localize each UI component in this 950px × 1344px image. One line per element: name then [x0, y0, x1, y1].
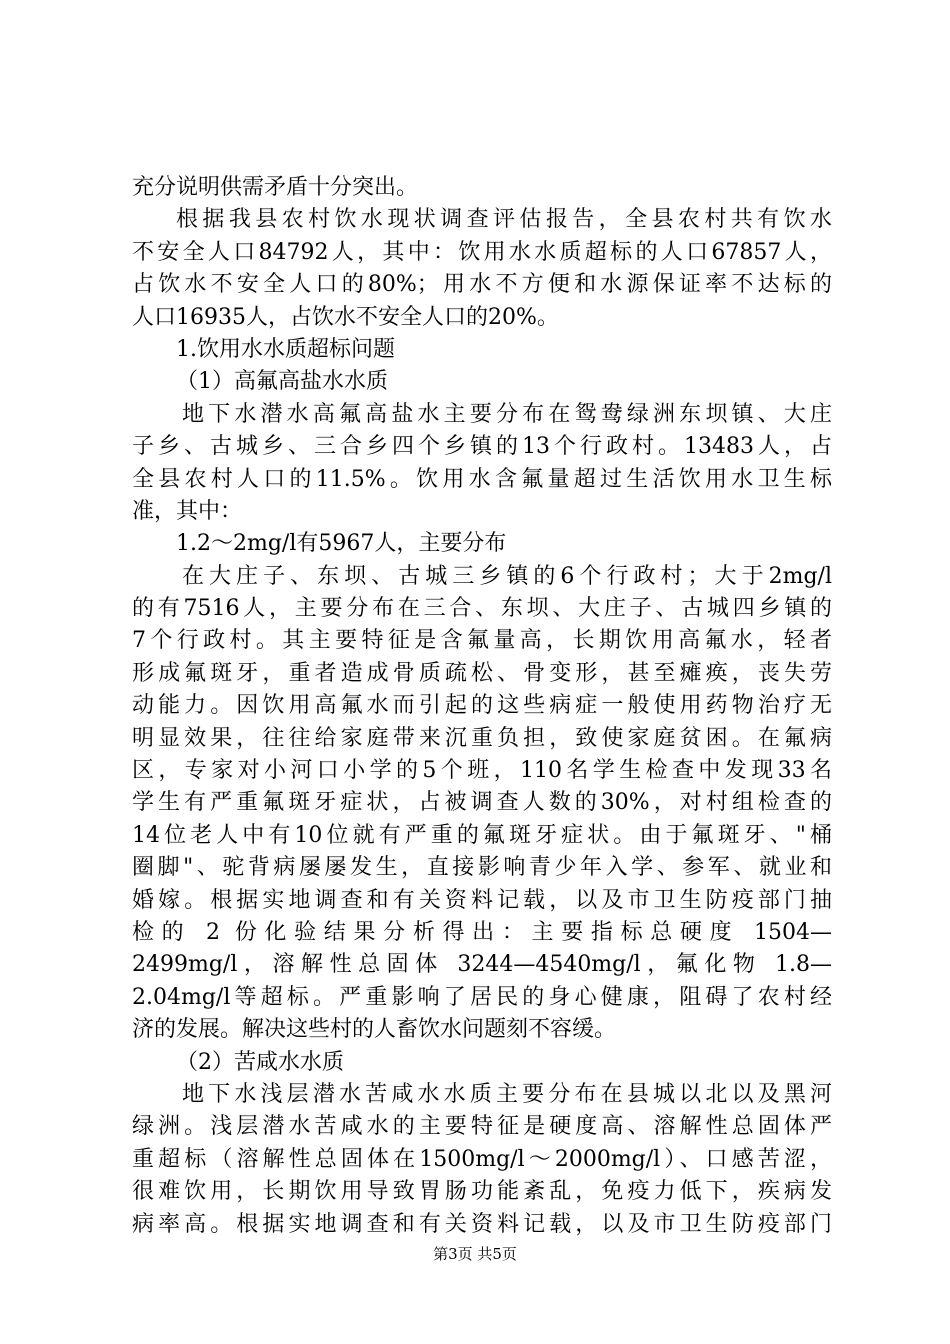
subsection-heading: （1）高氟高盐水水质 — [176, 369, 388, 395]
text-line: 1.2～2mg/l有5967人，主要分布 — [176, 531, 507, 557]
text-line: 病率高。根据实地调查和有关资料记载，以及市卫生防疫部门 — [132, 1211, 832, 1237]
text-line: 明显效果，往往给家庭带来沉重负担，致使家庭贫困。在氟病 — [132, 725, 832, 751]
text-line: 圈脚"、驼背病屡屡发生，直接影响青少年入学、参军、就业和 — [132, 855, 832, 881]
text-line: 济的发展。解决这些村的人畜饮水问题刻不容缓。 — [132, 1017, 617, 1043]
section-heading: 1.饮用水水质超标问题 — [176, 336, 395, 362]
text-line: 准，其中： — [132, 498, 243, 524]
text-line: 2499mg/l，溶解性总固体 3244—4540mg/l，氟化物 1.8— — [132, 952, 832, 978]
text-line: 重超标（溶解性总固体在1500mg/l～2000mg/l）、口感苦涩， — [132, 1146, 832, 1172]
page-footer — [0, 1244, 950, 1264]
text-line: 在大庄子、东坝、古城三乡镇的6个行政村；大于2mg/l — [182, 563, 832, 589]
text-line: 地下水浅层潜水苦咸水水质主要分布在县城以北以及黑河 — [182, 1081, 832, 1107]
subsection-heading: （2）苦咸水水质 — [176, 1049, 344, 1075]
text-line: 占饮水不安全人口的80%；用水不方便和水源保证率不达标的 — [132, 272, 832, 298]
text-line: 区，专家对小河口小学的5个班，110名学生检查中发现33名 — [132, 758, 832, 784]
text-line: 不安全人口84792人，其中：饮用水水质超标的人口67857人， — [132, 239, 832, 265]
text-line: 绿洲。浅层潜水苦咸水的主要特征是硬度高、溶解性总固体严 — [132, 1114, 832, 1140]
text-line: 子乡、古城乡、三合乡四个乡镇的13个行政村。13483人，占 — [132, 434, 832, 460]
text-line: 检的 2 份化验结果分析得出：主要指标总硬度 1504— — [132, 919, 832, 945]
document-body — [132, 172, 832, 1241]
text-line: 地下水潜水高氟高盐水主要分布在鸳鸯绿洲东坝镇、大庄 — [182, 401, 832, 427]
text-line: 婚嫁。根据实地调查和有关资料记载，以及市卫生防疫部门抽 — [132, 887, 832, 913]
text-line: 形成氟斑牙，重者造成骨质疏松、骨变形，甚至瘫痪，丧失劳 — [132, 660, 832, 686]
page-number: 第3页 共5页 — [433, 1245, 517, 1263]
text-line: 全县农村人口的11.5%。饮用水含氟量超过生活饮用水卫生标 — [132, 466, 832, 492]
text-line: 动能力。因饮用高氟水而引起的这些病症一般使用药物治疗无 — [132, 693, 832, 719]
text-line: 人口16935人，占饮水不安全人口的20%。 — [132, 304, 559, 330]
text-line: 7个行政村。其主要特征是含氟量高，长期饮用高氟水，轻者 — [132, 628, 832, 654]
text-line: 的有7516人，主要分布在三合、东坝、大庄子、古城四乡镇的 — [132, 596, 832, 622]
text-line: 2.04mg/l等超标。严重影响了居民的身心健康，阻碍了农村经 — [132, 984, 832, 1010]
text-line: 很难饮用，长期饮用导致胃肠功能紊乱，免疫力低下，疾病发 — [132, 1179, 832, 1205]
text-line: 充分说明供需矛盾十分突出。 — [132, 175, 419, 200]
text-line: 根据我县农村饮水现状调查评估报告，全县农村共有饮水 — [176, 207, 832, 233]
text-line: 学生有严重氟斑牙症状，占被调查人数的30%，对村组检查的 — [132, 790, 832, 816]
text-line: 14位老人中有10位就有严重的氟斑牙症状。由于氟斑牙、"桶 — [132, 822, 832, 848]
